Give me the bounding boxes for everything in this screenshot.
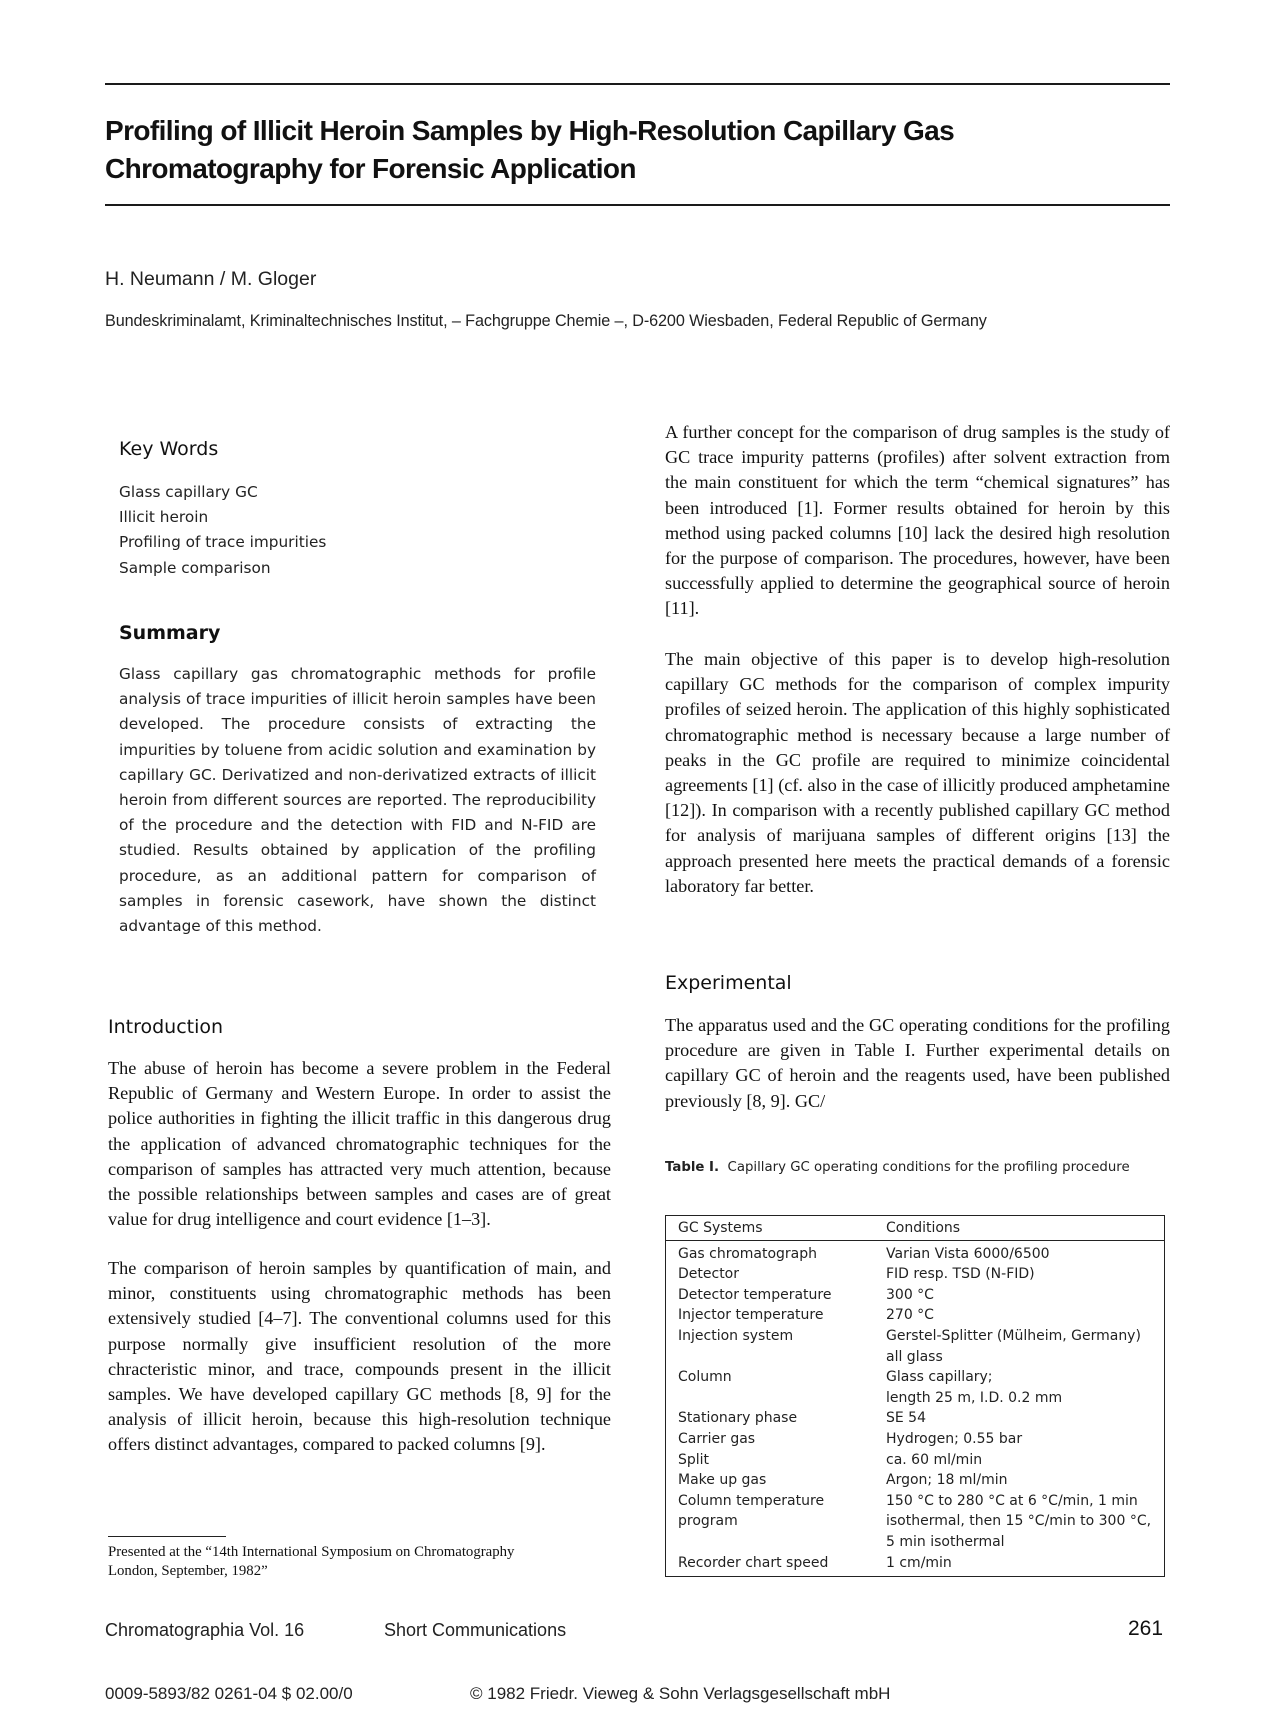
table-caption-label: Table I. [665,1160,720,1175]
table-cell-condition: Argon; 18 ml/min [886,1472,1008,1489]
introduction-heading: Introduction [108,1016,224,1038]
table-cell-system: Split [678,1451,710,1468]
table-row [666,1511,1165,1532]
title-bottom-rule [105,204,1170,206]
introduction-paragraph-1: The abuse of heroin has become a severe problem in the Federal Republic of Germany and Western Europe. In order to assist the police authorities in fighting the illicit traffic in this dangerous drug the application of advanced chromatographic techniques for the comparison of samples has attracted very much attention, because the possible relationships between samples and cases are of great value for drug intelligence and court evidence [1–3]. [108,1058,611,1230]
table-cell-system: Make up gas [678,1472,767,1489]
table-cell-system: program [678,1513,738,1530]
table-cell-system: Injector temperature [678,1307,824,1324]
table-cell-condition: ca. 60 ml/min [886,1451,983,1468]
footer-copyright: © 1982 Friedr. Vieweg & Sohn Verlagsgesellschaft mbH [470,1684,891,1703]
table-cell-system: Stationary phase [678,1410,798,1427]
table-row [666,1450,1165,1471]
table-cell-condition: length 25 m, I.D. 0.2 mm [886,1389,1063,1406]
table-cell-system: Injection system [678,1327,794,1344]
footer-journal: Chromatographia Vol. 16 [105,1620,305,1640]
title-line-1: Profiling of Illicit Heroin Samples by High-Resolution Capillary Gas [105,115,955,146]
affiliation: Bundeskriminalamt, Kriminaltechnisches Institut, – Fachgruppe Chemie –, D-6200 Wiesbaden, Federal Republic of Germany [105,312,987,330]
footnote [108,1543,514,1580]
table-cell-system [666,1388,875,1409]
table-cell-system: Detector [678,1266,740,1283]
gc-conditions-table [665,1215,1165,1577]
table-cell-condition: FID resp. TSD (N-FID) [886,1266,1035,1283]
table-cell-condition: Gerstel-Splitter (Mülheim, Germany) [886,1327,1141,1344]
keyword-item: Profiling of trace impurities [119,533,327,552]
table-cell-system: Gas chromatograph [678,1245,818,1262]
page-number: 261 [1128,1617,1164,1640]
table-caption-text: Capillary GC operating conditions for the profiling procedure [727,1160,1130,1175]
table-header-conditions: Conditions [886,1220,961,1236]
table-row [666,1326,1165,1347]
top-rule [105,83,1170,85]
table-cell-condition: Hydrogen; 0.55 bar [886,1430,1023,1447]
footnote-line-1: Presented at the “14th International Symposium on Chromatography [108,1544,515,1560]
table-cell-condition: Varian Vista 6000/6500 [886,1245,1050,1262]
table-cell-system: Carrier gas [678,1430,756,1447]
table-cell-system: Detector temperature [678,1286,832,1303]
table-cell-condition: 150 °C to 280 °C at 6 °C/min, 1 min [886,1492,1138,1509]
table-row [666,1264,1165,1285]
table-row [666,1470,1165,1491]
table-row [666,1429,1165,1450]
footer-issn: 0009-5893/82 0261-04 $ 02.00/0 [105,1684,353,1703]
table-cell-system: Recorder chart speed [678,1554,829,1571]
title-line-2: Chromatography for Forensic Application [105,153,636,184]
paper-title [105,112,1165,188]
table-row [666,1553,1165,1577]
table-row [666,1408,1165,1429]
authors: H. Neumann / M. Gloger [105,268,317,290]
keywords-heading: Key Words [119,438,219,460]
table-cell-condition: 5 min isothermal [886,1533,1005,1550]
table-cell-condition: 1 cm/min [886,1554,952,1571]
table-cell-condition: all glass [886,1348,943,1365]
experimental-heading: Experimental [665,972,792,994]
table-row [666,1285,1165,1306]
experimental-text: The apparatus used and the GC operating conditions for the profiling procedure are given in Table I. Further experimental details on capillary GC of heroin and the reagents used, have been published previously [8, 9]. GC/ [665,1015,1170,1111]
table-header-gc-systems: GC Systems [678,1220,763,1236]
keyword-item: Sample comparison [119,558,271,577]
table-cell-condition: 300 °C [886,1286,934,1303]
table-cell-system [666,1347,875,1368]
table-row [666,1347,1165,1368]
table-row [666,1532,1165,1553]
table-caption [665,1158,1145,1178]
table-row [666,1305,1165,1326]
table-header-row [666,1216,1165,1241]
summary-text: Glass capillary gas chromatographic methods for profile analysis of trace impurities of illicit heroin samples have been developed. The procedure consists of extracting the impurities by toluene from acidic solution and examination by capillary GC. Derivatized and non-derivatized extracts of illicit heroin from different sources are reported. The reproducibility of the procedure and the detection with FID and N-FID are studied. Results obtained by application of the profiling procedure, as an additional pattern for comparison of samples in forensic casework, have shown the distinct advantage of this method. [119,665,596,936]
table-cell-system [666,1532,875,1553]
keyword-item: Glass capillary GC [119,483,258,501]
table-row [666,1367,1165,1388]
table-row [666,1491,1165,1512]
introduction-paragraph-2: The comparison of heroin samples by quantification of main, and minor, constituents using chromatographic methods has been extensively studied [4–7]. The conventional columns used for this purpose normally give insufficient resolution of the more chracteristic minor, and trace, compounds present in the illicit samples. We have developed capillary GC methods [8, 9] for the analysis of illicit heroin, because this high-resolution technique offers distinct advantages, compared to packed columns [9]. [108,1258,611,1455]
footer-section: Short Communications [384,1620,567,1640]
table-cell-condition: isothermal, then 15 °C/min to 300 °C, [886,1513,1152,1530]
table-cell-condition: SE 54 [886,1410,926,1427]
table-cell-condition: Glass capillary; [886,1369,993,1386]
table-row [666,1240,1165,1264]
introduction-paragraph-3: A further concept for the comparison of drug samples is the study of GC trace impurity patterns (profiles) after solvent extraction from the main constituent for which the term “chemical signatures” has been introduced [1]. Former results obtained for heroin by this method using packed columns [10] lack the desired high resolution for the purpose of comparison. The procedures, however, have been successfully applied to determine the geographical source of heroin [11]. [665,422,1170,619]
summary-heading: Summary [119,622,221,644]
keyword-item: Illicit heroin [119,508,209,527]
table-cell-condition: 270 °C [886,1307,934,1324]
table-cell-system: Column temperature [678,1492,825,1509]
keywords-list [119,480,326,581]
introduction-paragraph-4: The main objective of this paper is to develop high-resolution capillary GC methods for the comparison of complex impurity profiles of seized heroin. The application of this highly sophisticated chromatographic method is necessary because a large number of peaks in the GC profile are required to minimize coincidental agreements [1] (cf. also in the case of illicitly produced amphetamine [12]). In comparison with a recently published capillary GC method for analysis of marijuana samples of different origins [13] the approach presented here meets the practical demands of a forensic laboratory far better. [665,649,1170,896]
footnote-line-2: London, September, 1982” [108,1562,268,1579]
footnote-rule [108,1536,226,1537]
table-row [666,1388,1165,1409]
table-cell-system: Column [678,1369,732,1386]
